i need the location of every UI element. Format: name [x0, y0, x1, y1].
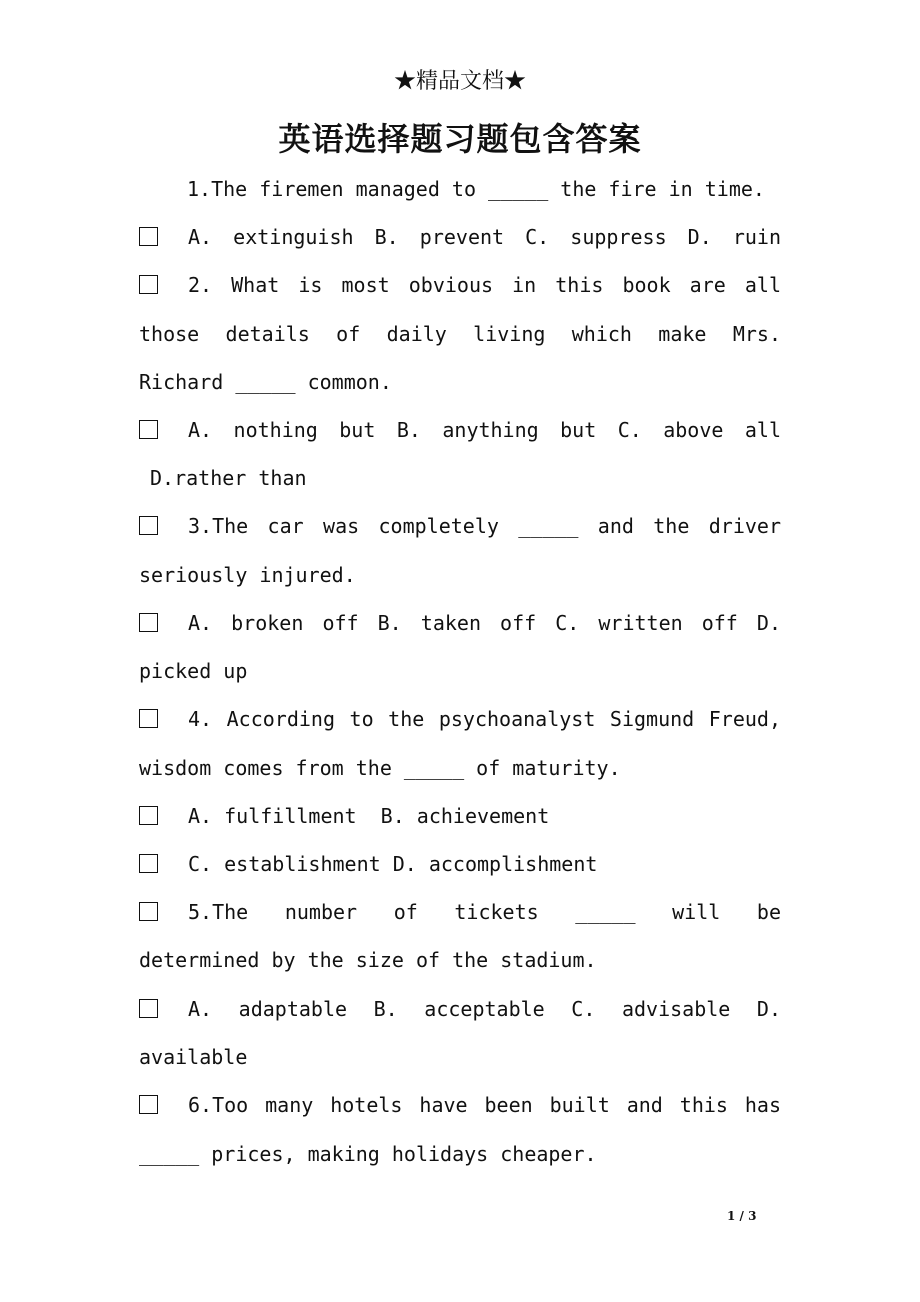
question-2-text-end: Richard _____ common. [139, 370, 392, 394]
checkbox[interactable] [139, 227, 158, 246]
question-2-text-cont: those details of daily living which make Mrs. [139, 322, 781, 346]
checkbox[interactable] [139, 999, 158, 1018]
question-6-text-end: _____ prices, making holidays cheaper. [139, 1142, 597, 1166]
checkbox[interactable] [139, 806, 158, 825]
question-4-text [139, 706, 781, 732]
question-3-options [139, 610, 781, 636]
question-5-options-cont: available [139, 1045, 248, 1069]
question-4-text-end: wisdom comes from the _____ of maturity. [139, 756, 621, 780]
options-text: A. adaptable B. acceptable C. advisable D. [188, 997, 781, 1021]
document-title: 英语选择题习题包含答案 [278, 120, 642, 158]
page-header: ★精品文档★ [393, 69, 526, 94]
options-text: A. nothing but B. anything but C. above all [188, 418, 781, 442]
question-3-text [139, 513, 781, 539]
question-3-options-cont: picked up [139, 659, 248, 683]
question-text: 5.The number of tickets _____ will be [188, 900, 781, 924]
question-4-options [139, 803, 781, 829]
checkbox[interactable] [139, 1095, 158, 1114]
page-number: 1 / 3 [727, 1209, 757, 1223]
question-2-options-cont: D.rather than [150, 466, 307, 490]
question-3-text-end: seriously injured. [139, 563, 356, 587]
checkbox[interactable] [139, 902, 158, 921]
checkbox[interactable] [139, 613, 158, 632]
question-text: 3.The car was completely _____ and the driver [188, 514, 781, 538]
question-6-text [139, 1092, 781, 1118]
checkbox[interactable] [139, 516, 158, 535]
question-text: 4. According to the psychoanalyst Sigmund Freud, [188, 707, 781, 731]
checkbox[interactable] [139, 709, 158, 728]
checkbox[interactable] [139, 854, 158, 873]
checkbox[interactable] [139, 275, 158, 294]
options-text: C. establishment D. accomplishment [188, 852, 598, 876]
question-5-options [139, 996, 781, 1022]
question-text: 2. What is most obvious in this book are all [188, 273, 781, 297]
question-4-options-cont [139, 851, 781, 877]
options-text: A. broken off B. taken off C. written off D. [188, 611, 781, 635]
question-text: 6.Too many hotels have been built and this has [188, 1093, 781, 1117]
checkbox[interactable] [139, 420, 158, 439]
question-2-options [139, 417, 781, 443]
question-5-text [139, 899, 781, 925]
options-text: A. fulfillment B. achievement [188, 804, 550, 828]
question-1-text: 1.The firemen managed to _____ the fire in time. [187, 177, 765, 201]
question-2-text [139, 272, 781, 298]
question-1-options [139, 224, 781, 250]
question-5-text-end: determined by the size of the stadium. [139, 948, 597, 972]
options-text: A. extinguish B. prevent C. suppress D. ruin [188, 225, 781, 249]
